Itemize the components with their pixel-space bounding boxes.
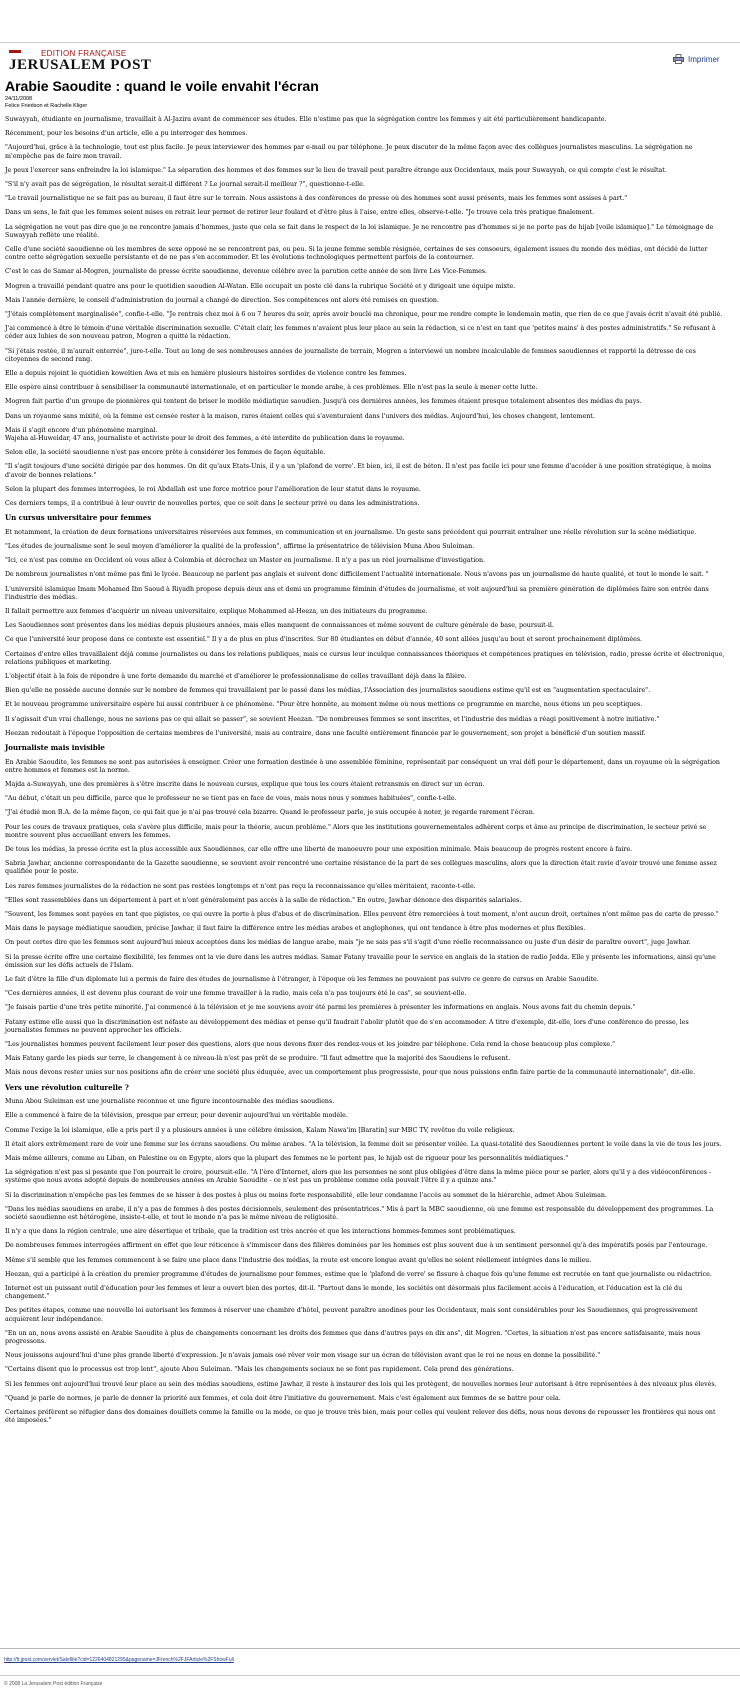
article-paragraph: Elle a depuis rejoint le quotidien koweïtien Awa et mis en lumière plusieurs histoires sordides de violence contre les femmes. xyxy=(5,370,407,378)
article-paragraph: La ségrégation ne veut pas dire que je ne rencontre jamais d'hommes, juste que cela se fait dans le respect de la loi islamique. Je ne rencontre pas d'hommes si je ne porte pas de hijab [voile islamique]." Le témoignage de Suwayyah reflète une réalité. xyxy=(5,223,714,239)
article-paragraph: Il était alors extrêmement rare de voir une femme sur les écrans saoudiens. Ou même arabes. "A la télévision, la femme doit se présenter voilée. La quasi-totalité des Saoudiennes portent le voile dans la vie de tous les jours. xyxy=(5,1140,722,1148)
article-paragraph: Même s'il semble que les femmes commencent à se faire une place dans l'industrie des médias, la route est encore longue avant qu'elles ne soient réellement intégrées dans le milieu. xyxy=(5,1256,592,1264)
article-paragraph: "Certains disent que le processus est trop lent", ajoute Abou Suleiman. "Mais les changements sociaux ne se font pas rapidement. Cela prend des générations. xyxy=(5,1366,514,1374)
top-divider xyxy=(0,42,740,43)
article-paragraph: Elle espère ainsi contribuer à sensibiliser la communauté internationale, et en particulier le monde arabe, à ces problèmes. Elle n'est pas la seule à mener cette lutte. xyxy=(5,384,538,392)
article-paragraph: De nombreuses femmes interrogées affirment en effet que leur réticence à s'immiscer dans des filières dominées par les hommes est plus souvent due à un sentiment personnel qu'à des impératifs posés par l'entourage. xyxy=(5,1242,708,1250)
article-paragraph: Mais dans le paysage médiatique saoudien, précise Jawhar, il faut faire la différence entre les médias arabes et anglophones, qui ont tendance à être plus modernes et plus flexibles. xyxy=(5,925,586,933)
article-paragraph: "S'il n'y avait pas de ségrégation, le résultat serait-il différent ? Le journal serait-il meilleur ?", questionne-t-elle. xyxy=(5,181,365,189)
article-paragraph: "Le travail journalistique ne se fait pas au bureau, il faut être sur le terrain. Nous assistons à des conférences de presse où des hommes sont aussi présents, mais les femmes sont assises à part." xyxy=(5,195,628,203)
article-paragraph: "Elles sont rassemblées dans un département à part et n'ont généralement pas accès à la salle de rédaction." En outre, Jawhar dénonce des disparités salariales. xyxy=(5,896,522,904)
article-paragraph: Le fait d'être la fille d'un diplomate lui a permis de faire des études de journalisme à l'étranger, à l'époque où les femmes ne pouvaient pas suivre ce genre de cursus en Arabie Saoudite. xyxy=(5,976,599,983)
article-paragraph: Récemment, pour les besoins d'un article, elle a pu interroger des hommes. xyxy=(5,130,248,138)
article-paragraph: Certaines d'entre elles travaillaient déjà comme journalistes ou dans les relations publiques, mais ce cursus leur inculque connaissances théoriques et compétences pratiques en télévision, radio, presse écrite et électronique, relations publiques et marketing. xyxy=(5,650,725,666)
article-paragraph: Pour les cours de travaux pratiques, cela s'avère plus difficile, mais pour la théorie, aucun problème." Alors que les institutions gouvernementales adhèrent corps et âme au principe de discrimination, le secteur privé se montre souvent plus accueillant envers les femmes. xyxy=(5,823,707,839)
article-paragraph: Ce que l'université leur propose dans ce contexte est essentiel." Il y a de plus en plus d'inscrites. Sur 80 étudiantes en début d'année, 40 sont allées jusqu'au bout et seront prochainement diplômées. xyxy=(5,636,643,644)
article-paragraph: "Quand je parle de normes, je parle de donner la priorité aux femmes, et cela doit être l'initiative du gouvernement. Mais c'est également aux femmes de se battre pour cela. xyxy=(5,1394,561,1402)
article-paragraph: De tous les médias, la presse écrite est la plus accessible aux Saoudiennes, car elle offre une liberté de manoeuvre pour une exposition minimale. Mais beaucoup de progrès restent encore à faire. xyxy=(5,845,633,853)
article-paragraph: Bien qu'elle ne possède aucune donnée sur le nombre de femmes qui travaillaient par le passé dans les médias, l'Association des journalistes saoudiens estime qu'il est en "augmentation spectaculaire". xyxy=(5,687,651,695)
article-paragraph: Fatany estime elle aussi que la discrimination est néfaste au développement des médias et pense qu'il faudrait l'abolir plutôt que de s'en accommoder. A titre d'exemple, dit-elle, lors d'une conférence de presse, les journalistes femmes ne peuvent approcher les officiels. xyxy=(5,1018,689,1034)
article-paragraph: Mais Fatany garde les pieds sur terre, le changement à ce niveau-là n'est pas prêt de se produire. "Il faut admettre que la majorité des Saoudiens le refusent. xyxy=(5,1055,511,1063)
article-paragraph: Celle d'une société saoudienne où les membres de sexe opposé ne se rencontrent pas, ou peu. Si la jeune femme semble résignée, certaines de ses consoeurs, également issues du monde des médias, ont décidé de lutter contre cette ségrégation sexuelle persistante et de ne pas s'en accommoder. Et les évolutions technologiques permettent parfois de la contourner. xyxy=(5,246,708,262)
article-date: 24/11/2008 xyxy=(5,96,33,102)
article-paragraph: "J'ai étudié mon B.A. de la même façon, ce qui fait que je n'ai pas trouvé cela bizarre. Quand le professeur parle, je suis occupée à noter, je regarde rarement l'écran. xyxy=(5,809,535,817)
article-paragraph: Selon elle, la société saoudienne n'est pas encore prête à considérer les femmes de façon équitable. xyxy=(5,449,326,457)
article-paragraph: Et le nouveau programme universitaire espère lui aussi contribuer à ce phénomène. "Pour être honnête, au moment même où nous mettions ce programme en marche, nous étions un peu sceptiques. xyxy=(5,701,643,709)
article-paragraph: Mogren fait partie d'un groupe de pionnières qui tentent de briser le modèle médiatique saoudien. Jusqu'à ces dernières années, les femmes étaient presque totalement absentes des médias du pays. xyxy=(5,398,642,406)
article-paragraph: Comme l'exige la loi islamique, elle a pris part il y a plusieurs années à une célèbre émission, Kalam Nawa'im [Baratin] sur MBC TV, revêtue du voile religieux. xyxy=(5,1126,515,1134)
article-paragraph: Il s'agissait d'un vrai challenge, nous ne savions pas ce qui allait se passer", se souvient Heezan. "De nombreuses femmes se sont inscrites, et l'industrie des médias a réagi positivement à notre initiative." xyxy=(5,715,660,723)
article-paragraph: Je peux l'exercer sans enfreindre la loi islamique." La séparation des hommes et des femmes sur le lieu de travail peut paraître étrange aux Occidentaux, mais pour Suwayyah, ce qui compte c'est le résultat. xyxy=(5,166,667,174)
article-paragraph: Internet est un puissant outil d'éducation pour les femmes et leur a ouvert bien des portes, dit-il. "Partout dans le monde, les sociétés ont désormais plus facilement accès à l'éducation, et l'éducation est la clé du changement." xyxy=(5,1284,683,1301)
article-author: Felice Friedson et Rachelle Kliger xyxy=(5,103,88,109)
article-paragraph: Certaines préfèrent se réfugier dans des domaines douillets comme la famille ou la mode, ce que je trouve très bien, mais pour celles qui veulent relever des défis, nous nous devons de repousser les frontières qui nous ont été imposées." xyxy=(5,1409,716,1425)
article-paragraph: "Ces dernières années, il est devenu plus courant de voir une femme travailler à la radio, mais cela n'a pas toujours été le cas", se souvient-elle. xyxy=(5,990,467,998)
article-paragraph: Si les femmes ont aujourd'hui trouvé leur place au sein des médias saoudiens, estime Jawhar, il reste à instaurer des lois qui les protègent, de nouvelles normes leur autorisant à être représentées à des niveaux plus élevés. xyxy=(5,1380,717,1388)
article-paragraph: "Je faisais partie d'une très petite minorité. J'ai commencé à la télévision et je me souviens avoir été parmi les premières à présenter les informations en anglais. Nous avons fait du chemin depuis." xyxy=(5,1004,636,1012)
article-paragraph: "Souvent, les femmes sont payées en tant que pigistes, ce qui ouvre la porte à plus d'abus et de discrimination. Elles peuvent être remerciées à tout moment, n'ont aucun droit, certaines n'ont même pas de carte de presse." xyxy=(5,910,719,918)
article-paragraph: Mais même ailleurs, comme au Liban, en Palestine ou en Egypte, alors que la plupart des femmes ne le portent pas, le hijab est de rigueur pour les personnalités médiatiques." xyxy=(5,1154,569,1162)
article-paragraph: C'est le cas de Samar al-Mogren, journaliste de presse écrite saoudienne, devenue célèbre avec la parution cette année de son livre Les Vice-Femmes. xyxy=(5,268,488,276)
section-heading: Vers une révolution culturelle ? xyxy=(5,1082,129,1092)
footer-divider-bottom xyxy=(0,1675,740,1676)
article-paragraph: L'objectif était à la fois de répondre à une forte demande du marché et d'améliorer le professionnalisme de celles travaillant déjà dans la filière. xyxy=(5,673,467,681)
article-paragraph: "Les études de journalisme sont le seul moyen d'améliorer la qualité de la profession", affirme la présentatrice de télévision Muna Abou Suleiman. xyxy=(5,543,475,550)
article-paragraph: Les rares femmes journalistes de la rédaction ne sont pas restées longtemps et n'ont pas reçu la reconnaissance qu'elles méritaient, raconte-t-elle. xyxy=(5,882,476,890)
section-heading: Un cursus universitaire pour femmes xyxy=(5,513,152,523)
article-paragraph: Il fallait permettre aux femmes d'acquérir un niveau universitaire, explique Mohammed al-Heeza, un des initiateurs du programme. xyxy=(5,608,428,616)
article-paragraph: "Il s'agit toujours d'une société dirigée par des hommes. On dit qu'aux Etats-Unis, il y a un 'plafond de verre'. Et bien, ici, il est de béton. Il n'est pas facile ici pour une femme d'accéder à une position stratégique, à moins d'avoir de bonnes relations." xyxy=(5,463,712,479)
article-paragraph: Des petites étapes, comme une nouvelle loi autorisant les femmes à réserver une chambre d'hôtel, peuvent paraître anodines pour les Occidentaux, mais sont considérables pour les Saoudiennes, qui progressivement acquièrent leur indépendance. xyxy=(5,1307,698,1323)
article-paragraph: On peut certes dire que les femmes sont aujourd'hui mieux acceptées dans les médias de langue arabe, mais "je ne sais pas s'il s'agit d'une réelle reconnaissance ou juste d'un désir de paraître ouvert", juge Jawhar. xyxy=(5,939,691,947)
article-paragraph: Dans un sens, le fait que les femmes soient mises en retrait leur permet de retirer leur foulard et d'être plus à l'aise, entre elles, observe-t-elle. "Je trouve cela très pratique finalement. xyxy=(5,209,595,217)
article-paragraph: J'ai commencé à être le témoin d'une véritable discrimination sexuelle. C'était clair, les femmes n'avaient plus leur place au sein la rédaction, si ce n'est en tant que 'petites mains' à des postes administratifs." Se refusant à céder aux lubies de son nouveau patron, Mogren a quitté la rédaction. xyxy=(5,325,716,341)
article-paragraph: Nous jouissons aujourd'hui d'une plus grande liberté d'expression. Je n'avais jamais osé rêver voir mon visage sur un écran de télévision avant que le roi ne nous en donne la possibilité." xyxy=(5,1352,601,1360)
article-paragraph: En Arabie Saoudite, les femmes ne sont pas autorisées à enseigner. Créer une formation destinée à une assemblée féminine, représentait par conséquent un vrai défi pour le département, dans un royaume où la ségrégation entre hommes et femmes est la norme. xyxy=(5,758,720,774)
article-paragraph: Les Saoudiennes sont présentes dans les médias depuis plusieurs années, mais elles manquent de connaissances et même souvent de culture générale de base, poursuit-il. xyxy=(5,622,554,630)
article-paragraph: Mais l'année dernière, le conseil d'administration du journal a changé de direction. Ses compétences ont alors été remises en question. xyxy=(5,296,439,304)
article-paragraph: Heezan redoutait à l'époque l'opposition de certains membres de l'université, mais au contraire, dans une faculté entièrement financée par le gouvernement, son projet a bénéficié d'un soutien massif. xyxy=(5,729,646,737)
article-paragraph: La ségrégation n'est pas si pesante que l'on pourrait le croire, poursuit-elle. "A l'ère d'Internet, alors que les personnes ne sont plus obligées d'être dans la même pièce pour se parler, alors qu'il y a des vidéoconférences - système que nous avons adopté depuis de nombreuses années en Arabie Saoudite - ce n'est pas un problème comme cela pouvait l'être il y a quinze ans." xyxy=(5,1169,712,1185)
article-paragraph: Si la presse écrite offre une certaine flexibilité, les femmes ont la vie dure dans les autres médias. Samar Fatany travaille pour le service en anglais de la station de radio Jedda. Elle y présente les informations, ainsi qu'une émission sur les défis actuels de l'Islam. xyxy=(5,953,716,969)
article-paragraph: Mais nous devons rester unies sur nos positions afin de créer une société plus éduquée, avec un comportement plus progressiste, pour que nous puissions enfin faire partie de la communauté internationale", dit-elle. xyxy=(5,1069,695,1077)
article-paragraph: Mogren a travaillé pendant quatre ans pour le quotidien saoudien Al-Watan. Elle occupait un poste clé dans la rubrique Société et y dirigeait une équipe mixte. xyxy=(5,282,516,290)
article-paragraph: Si la discrimination n'empêche pas les femmes de se hisser à des postes à plus ou moins forte responsabilité, elle leur condamne l'accès au sommet de la hiérarchie, admet Abou Suleiman. xyxy=(5,1191,607,1199)
article-paragraph: Et notamment, la création de deux formations universitaires réservées aux femmes, en communication et en journalisme. Un geste sans précédent qui pourrait entraîner une réelle révolution sur la scène médiatique. xyxy=(5,528,697,536)
print-button[interactable] xyxy=(673,54,720,64)
article-paragraph: "En un an, nous avons assisté en Arabie Saoudite à plus de changements concernant les droits des femmes que dans d'autres pays en dix ans", dit Mogren. "Certes, la situation n'est pas encore satisfaisante, mais nous progressons. xyxy=(5,1329,701,1345)
article-paragraph: "Ici, ce n'est pas comme en Occident où vous allez à Colombia et décrochez un Master en journalisme. Il n'y a pas un réel journalisme d'investigation. xyxy=(5,557,486,565)
section-heading: Journaliste mais invisible xyxy=(5,743,105,753)
article-paragraph: Selon la plupart des femmes interrogées, le roi Abdallah est une force motrice pour l'amélioration de leur statut dans le royaume. xyxy=(5,485,421,493)
footer-divider xyxy=(0,1648,740,1649)
copyright-text: © 2008 La Jerusalem Post édition Française xyxy=(4,1681,103,1687)
article-body xyxy=(5,116,727,1431)
article-paragraph: "Si j'étais restée, il m'aurait enterrée", jure-t-elle. Tout au long de ses nombreuses années de journaliste de terrain, Mogren a interviewé un nombre incalculable de femmes saoudiennes et rapporté la détresse de ces citoyennes de second rang. xyxy=(5,347,696,363)
article-title: Arabie Saoudite : quand le voile envahit l'écran xyxy=(5,78,319,94)
article-paragraph: Dans un royaume sans mixité, où la femme est censée rester à la maison, rares étaient celles qui s'aventuraient dans l'univers des médias. Aujourd'hui, les choses changent, lentement. xyxy=(5,412,595,420)
logo-edition: EDITION FRANÇAISE xyxy=(41,49,127,58)
logo-name: JERUSALEM POST xyxy=(9,57,152,73)
article-paragraph: De nombreux journalistes n'ont même pas fini le lycée. Beaucoup ne parlent pas anglais et suivent donc difficilement l'actualité internationale. Nous n'avons pas un journalisme de haute qualité, et tout le monde le sait. " xyxy=(5,571,709,579)
article-paragraph: "Les journalistes hommes peuvent facilement leur poser des questions, alors que nous devons fixer des rendez-vous et les joindre par téléphone. Cela rend la chose beaucoup plus complexe." xyxy=(5,1041,616,1049)
article-paragraph: Elle a commencé à faire de la télévision, presque par erreur, pour devenir aujourd'hui un véritable modèle. xyxy=(5,1112,348,1120)
print-label[interactable]: Imprimer xyxy=(688,54,720,64)
article-url-link[interactable]: http://fr.jpost.com/servlet/Satellite?cid=1226404821295&pagename=JFrench%2FJFArticle%2FShowFull xyxy=(4,1657,234,1663)
article-paragraph: Muna Abou Suleiman est une journaliste reconnue et une figure incontournable des médias saoudiens. xyxy=(5,1098,335,1106)
article-paragraph: "J'étais complètement marginalisée", confie-t-elle. "Je rentrais chez moi à 6 ou 7 heures du soir, après avoir bouclé ma chronique, pour me rendre compte le lendemain matin, que rien de ce que j'avais écrit n'avait été publié. xyxy=(5,311,723,319)
article-paragraph: Ces derniers temps, il a contribué à leur ouvrir de nouvelles portes, que ce soit dans le secteur privé ou dans les administrations. xyxy=(5,500,420,508)
article-paragraph: "Au début, c'était un peu difficile, parce que le professeur ne se tient pas en face de vous, mais nous nous y sommes habituées", confie-t-elle. xyxy=(5,795,457,803)
article-paragraph: Heezan, qui a participé à la création du premier programme d'études de journalisme pour femmes, estime que le 'plafond de verre' se fissure à chaque fois qu'une femme est recrutée en tant que journaliste ou rédactrice. xyxy=(5,1270,712,1278)
site-logo[interactable] xyxy=(9,49,152,73)
article-paragraph: "Aujourd'hui, grâce à la technologie, tout est plus facile. Je peux interviewer des hommes par e-mail ou par téléphone. Je peux discuter de la même façon avec des collègues journalistes masculins. La ségrégation ne m'empêche pas de faire mon travail. xyxy=(5,144,693,160)
article-paragraph: Suwayyah, étudiante en journalisme, travaillait à Al-Jazira avant de commencer ses études. Elle n'estime pas que la ségrégation contre les femmes y ait été particulièrement handicapante. xyxy=(5,116,607,123)
logo-accent xyxy=(9,50,21,53)
article-paragraph: Mais il s'agit encore d'un phénomène marginal. Wajeha al-Huweidar, 47 ans, journaliste et activiste pour le droit des femmes, a été interdite de publication dans le royaume. xyxy=(5,426,405,443)
article-paragraph: Sabria Jawhar, ancienne correspondante de la Gazette saoudienne, se souvient avoir rencontré une certaine résistance de la part de ses collègues masculins, alors que la direction était ravie d'avoir trouvé une femme assez qualifiée pour le poste. xyxy=(5,860,717,876)
printer-icon xyxy=(673,54,684,64)
article-paragraph: "Dans les médias saoudiens en arabe, il n'y a pas de femmes à des postes décisionnels, seulement des présentatrices." Mis à part la MBC saoudienne, où une femme est responsable du développement des programmes. La société saoudienne est hétérogène, insiste-t-elle, et tout le monde n'a pas le même niveau de religiosité. xyxy=(5,1205,714,1221)
article-paragraph: Il n'y a que dans la région centrale, une aire désertique et tribale, que la tradition est très ancrée et que les interactions hommes-femmes sont problématiques. xyxy=(5,1228,516,1236)
article-paragraph: Majda a-Suwayyah, une des premières à s'être inscrite dans le nouveau cursus, explique que tous les cours étaient retransmis en direct sur un écran. xyxy=(5,780,485,788)
article-paragraph: L'université islamique Imam Mohamed Ibn Saoud à Riyadh propose depuis deux ans et demi un programme féminin d'études de journalisme, et voit aujourd'hui sa première génération de diplômées faire son entrée dans l'industrie des médias. xyxy=(5,585,709,601)
